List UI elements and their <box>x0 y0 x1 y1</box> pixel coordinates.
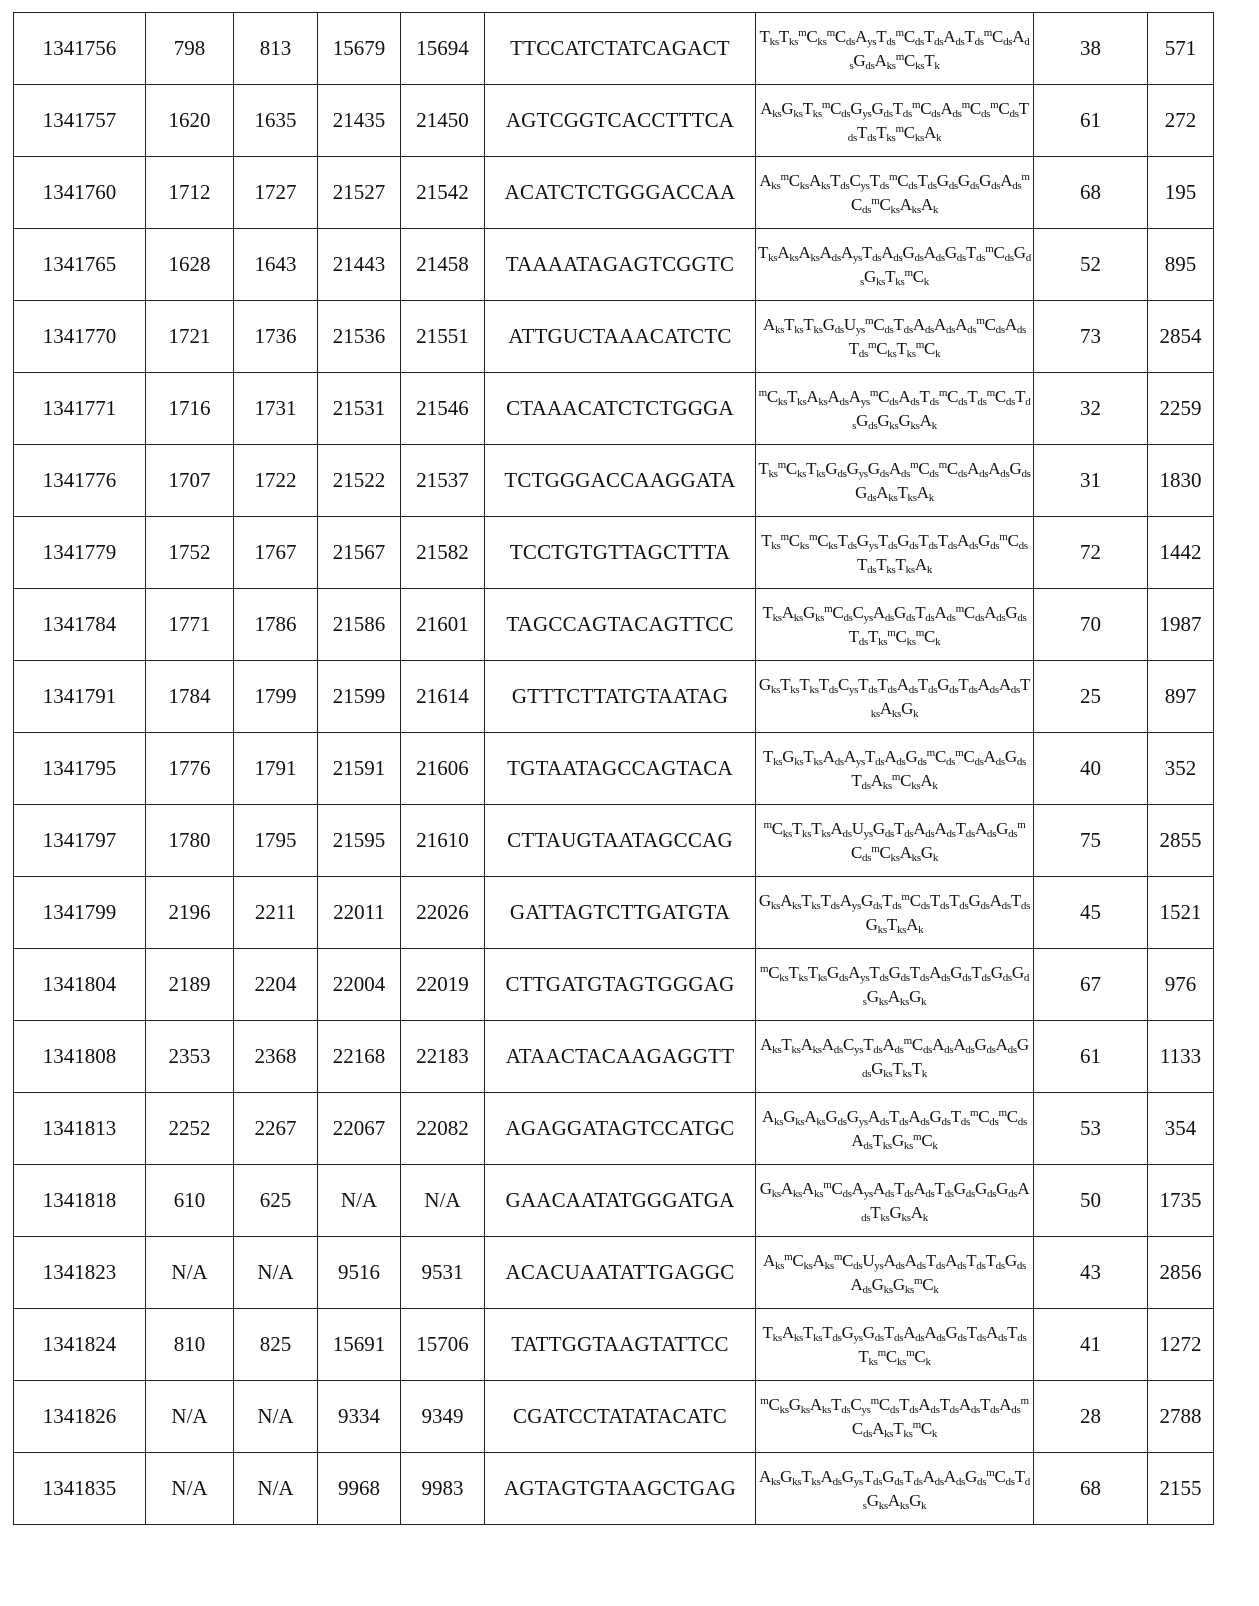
seq-id-cell: 1133 <box>1148 1021 1214 1093</box>
percent-reduction-cell: 50 <box>1034 1165 1148 1237</box>
seq-id-cell: 1987 <box>1148 589 1214 661</box>
seq-id-cell: 897 <box>1148 661 1214 733</box>
seq-id-cell: 354 <box>1148 1093 1214 1165</box>
sequence-cell: TGTAATAGCCAGTACA <box>485 733 756 805</box>
chemistry-notation-cell: $T_{ks}A_{ks}T_{ks}T_{ds}G_{ys}G_{ds}T_{ds}A_{ds}A_{ds}G_{ds}T_{ds}A_{ds}T_{ds}T_{ks}^mC_{ks}^mC_k$ <box>756 1309 1034 1381</box>
sequence-cell: GAACAATATGGGATGA <box>485 1165 756 1237</box>
chemistry-notation-cell: $^mC_{ks}T_{ks}T_{ks}A_{ds}U_{ys}G_{ds}T_{ds}A_{ds}A_{ds}T_{ds}A_{ds}G_{ds}^mC_{ds}^mC_{ks}A_{ks}G_k$ <box>756 805 1034 877</box>
seq2-stop-cell: 15694 <box>401 13 485 85</box>
compound-number-cell: 1341795 <box>14 733 146 805</box>
table-row <box>14 157 1214 229</box>
seq2-stop-cell: 9531 <box>401 1237 485 1309</box>
seq-id-cell: 2259 <box>1148 373 1214 445</box>
seq1-start-cell: 798 <box>146 13 234 85</box>
percent-reduction-cell: 31 <box>1034 445 1148 517</box>
compound-number-cell: 1341824 <box>14 1309 146 1381</box>
percent-reduction-cell: 52 <box>1034 229 1148 301</box>
seq2-stop-cell: 22026 <box>401 877 485 949</box>
table-row <box>14 1093 1214 1165</box>
sequence-cell: TCTGGGACCAAGGATA <box>485 445 756 517</box>
sequence-cell: CTTGATGTAGTGGGAG <box>485 949 756 1021</box>
chemistry-notation-cell: $G_{ks}A_{ks}A_{ks}^mC_{ds}A_{ys}A_{ds}T_{ds}A_{ds}T_{ds}G_{ds}G_{ds}G_{ds}A_{ds}T_{ks}G_{ks}A_k$ <box>756 1165 1034 1237</box>
seq2-start-cell: N/A <box>318 1165 401 1237</box>
seq2-stop-cell: 21450 <box>401 85 485 157</box>
compound-number-cell: 1341771 <box>14 373 146 445</box>
seq1-stop-cell: N/A <box>234 1381 318 1453</box>
seq2-stop-cell: 22019 <box>401 949 485 1021</box>
chemistry-notation-cell: $A_{ks}^mC_{ks}A_{ks}T_{ds}C_{ys}T_{ds}^mC_{ds}T_{ds}G_{ds}G_{ds}G_{ds}A_{ds}^mC_{ds}^mC_{ks}A_{ks}A_k$ <box>756 157 1034 229</box>
seq-id-cell: 195 <box>1148 157 1214 229</box>
seq1-start-cell: 1620 <box>146 85 234 157</box>
seq1-start-cell: 1776 <box>146 733 234 805</box>
chemistry-notation-cell: $G_{ks}A_{ks}T_{ks}T_{ds}A_{ys}G_{ds}T_{ds}^mC_{ds}T_{ds}T_{ds}G_{ds}A_{ds}T_{ds}G_{ks}T_{ks}A_k$ <box>756 877 1034 949</box>
seq2-stop-cell: 21582 <box>401 517 485 589</box>
table-row <box>14 1165 1214 1237</box>
table-row <box>14 1237 1214 1309</box>
seq1-start-cell: 1716 <box>146 373 234 445</box>
chemistry-notation-cell: $A_{ks}G_{ks}T_{ks}A_{ds}G_{ys}T_{ds}G_{ds}T_{ds}A_{ds}A_{ds}G_{ds}^mC_{ds}T_{ds}G_{ks}A_{ks}G_k$ <box>756 1453 1034 1525</box>
sequence-cell: AGTAGTGTAAGCTGAG <box>485 1453 756 1525</box>
sequence-cell: CTAAACATCTCTGGGA <box>485 373 756 445</box>
seq1-start-cell: 1784 <box>146 661 234 733</box>
seq1-stop-cell: 2211 <box>234 877 318 949</box>
seq2-stop-cell: 15706 <box>401 1309 485 1381</box>
sequence-cell: ATTGUCTAAACATCTC <box>485 301 756 373</box>
seq2-start-cell: 21531 <box>318 373 401 445</box>
seq-id-cell: 1735 <box>1148 1165 1214 1237</box>
seq1-start-cell: 1752 <box>146 517 234 589</box>
seq2-start-cell: 21435 <box>318 85 401 157</box>
compound-number-cell: 1341804 <box>14 949 146 1021</box>
chemistry-notation-cell: $A_{ks}T_{ks}A_{ks}A_{ds}C_{ys}T_{ds}A_{ds}^mC_{ds}A_{ds}A_{ds}G_{ds}A_{ds}G_{ds}G_{ks}T_{ks}T_k$ <box>756 1021 1034 1093</box>
seq1-stop-cell: 2204 <box>234 949 318 1021</box>
seq2-stop-cell: 22082 <box>401 1093 485 1165</box>
seq1-start-cell: 2353 <box>146 1021 234 1093</box>
chemistry-notation-cell: $T_{ks}^mC_{ks}T_{ks}G_{ds}G_{ys}G_{ds}A_{ds}^mC_{ds}^mC_{ds}A_{ds}A_{ds}G_{ds}G_{ds}A_{ks}T_{ks}A_k$ <box>756 445 1034 517</box>
chemistry-notation-cell: $A_{ks}T_{ks}T_{ks}G_{ds}U_{ys}^mC_{ds}T_{ds}A_{ds}A_{ds}A_{ds}^mC_{ds}A_{ds}T_{ds}^mC_{ks}T_{ks}^mC_k$ <box>756 301 1034 373</box>
percent-reduction-cell: 61 <box>1034 1021 1148 1093</box>
seq1-start-cell: 610 <box>146 1165 234 1237</box>
seq2-stop-cell: 9349 <box>401 1381 485 1453</box>
percent-reduction-cell: 45 <box>1034 877 1148 949</box>
seq2-start-cell: 21567 <box>318 517 401 589</box>
table-row <box>14 229 1214 301</box>
sequence-cell: CTTAUGTAATAGCCAG <box>485 805 756 877</box>
table-row <box>14 373 1214 445</box>
seq1-start-cell: 1780 <box>146 805 234 877</box>
seq2-start-cell: 15679 <box>318 13 401 85</box>
seq1-stop-cell: 1736 <box>234 301 318 373</box>
seq1-stop-cell: 1786 <box>234 589 318 661</box>
percent-reduction-cell: 41 <box>1034 1309 1148 1381</box>
compound-number-cell: 1341808 <box>14 1021 146 1093</box>
compound-number-cell: 1341779 <box>14 517 146 589</box>
seq2-start-cell: 22168 <box>318 1021 401 1093</box>
table-row <box>14 13 1214 85</box>
compound-number-cell: 1341813 <box>14 1093 146 1165</box>
seq-id-cell: 571 <box>1148 13 1214 85</box>
seq-id-cell: 1442 <box>1148 517 1214 589</box>
table-row <box>14 589 1214 661</box>
percent-reduction-cell: 28 <box>1034 1381 1148 1453</box>
sequence-cell: AGAGGATAGTCCATGC <box>485 1093 756 1165</box>
sequence-cell: CGATCCTATATACATC <box>485 1381 756 1453</box>
compound-number-cell: 1341756 <box>14 13 146 85</box>
seq2-start-cell: 22011 <box>318 877 401 949</box>
seq2-start-cell: 15691 <box>318 1309 401 1381</box>
seq-id-cell: 2854 <box>1148 301 1214 373</box>
sequence-cell: TTCCATCTATCAGACT <box>485 13 756 85</box>
percent-reduction-cell: 53 <box>1034 1093 1148 1165</box>
table-row <box>14 877 1214 949</box>
seq1-stop-cell: 1731 <box>234 373 318 445</box>
seq2-start-cell: 21586 <box>318 589 401 661</box>
seq2-start-cell: 9516 <box>318 1237 401 1309</box>
seq-id-cell: 2855 <box>1148 805 1214 877</box>
seq2-start-cell: 21591 <box>318 733 401 805</box>
compound-number-cell: 1341776 <box>14 445 146 517</box>
table-row <box>14 805 1214 877</box>
compound-number-cell: 1341760 <box>14 157 146 229</box>
seq1-start-cell: 1771 <box>146 589 234 661</box>
seq-id-cell: 272 <box>1148 85 1214 157</box>
chemistry-notation-cell: $T_{ks}^mC_{ks}^mC_{ks}T_{ds}G_{ys}T_{ds}G_{ds}T_{ds}T_{ds}A_{ds}G_{ds}^mC_{ds}T_{ds}T_{ks}T_{ks}A_k$ <box>756 517 1034 589</box>
chemistry-notation-cell: $^mC_{ks}T_{ks}A_{ks}A_{ds}A_{ys}^mC_{ds}A_{ds}T_{ds}^mC_{ds}T_{ds}^mC_{ds}T_{ds}G_{ds}G_{ks}G_{ks}A_k$ <box>756 373 1034 445</box>
compound-number-cell: 1341784 <box>14 589 146 661</box>
table-row <box>14 1381 1214 1453</box>
compound-number-cell: 1341770 <box>14 301 146 373</box>
seq-id-cell: 2788 <box>1148 1381 1214 1453</box>
chemistry-notation-cell: $^mC_{ks}G_{ks}A_{ks}T_{ds}C_{ys}^mC_{ds}T_{ds}A_{ds}T_{ds}A_{ds}T_{ds}A_{ds}^mC_{ds}A_{ks}T_{ks}^mC_k$ <box>756 1381 1034 1453</box>
oligo-data-table <box>13 12 1214 1525</box>
seq1-start-cell: 2252 <box>146 1093 234 1165</box>
compound-number-cell: 1341799 <box>14 877 146 949</box>
seq1-stop-cell: 1635 <box>234 85 318 157</box>
seq2-stop-cell: 21458 <box>401 229 485 301</box>
compound-number-cell: 1341765 <box>14 229 146 301</box>
seq2-start-cell: 21599 <box>318 661 401 733</box>
seq2-stop-cell: 21542 <box>401 157 485 229</box>
table-row <box>14 445 1214 517</box>
table-row <box>14 517 1214 589</box>
seq2-stop-cell: N/A <box>401 1165 485 1237</box>
percent-reduction-cell: 72 <box>1034 517 1148 589</box>
seq2-start-cell: 21527 <box>318 157 401 229</box>
seq1-start-cell: 2196 <box>146 877 234 949</box>
seq-id-cell: 1830 <box>1148 445 1214 517</box>
seq2-stop-cell: 21601 <box>401 589 485 661</box>
seq1-stop-cell: 1767 <box>234 517 318 589</box>
seq1-start-cell: 2189 <box>146 949 234 1021</box>
seq2-stop-cell: 21606 <box>401 733 485 805</box>
compound-number-cell: 1341757 <box>14 85 146 157</box>
table-row <box>14 733 1214 805</box>
chemistry-notation-cell: $T_{ks}G_{ks}T_{ks}A_{ds}A_{ys}T_{ds}A_{ds}G_{ds}^mC_{ds}^mC_{ds}A_{ds}G_{ds}T_{ds}A_{ks}^mC_{ks}A_k$ <box>756 733 1034 805</box>
chemistry-notation-cell: $A_{ks}G_{ks}A_{ks}G_{ds}G_{ys}A_{ds}T_{ds}A_{ds}G_{ds}T_{ds}^mC_{ds}^mC_{ds}A_{ds}T_{ks}G_{ks}^mC_k$ <box>756 1093 1034 1165</box>
seq2-start-cell: 22004 <box>318 949 401 1021</box>
seq-id-cell: 1521 <box>1148 877 1214 949</box>
chemistry-notation-cell: $G_{ks}T_{ks}T_{ks}T_{ds}C_{ys}T_{ds}T_{ds}A_{ds}T_{ds}G_{ds}T_{ds}A_{ds}A_{ds}T_{ks}A_{ks}G_k$ <box>756 661 1034 733</box>
seq2-stop-cell: 21610 <box>401 805 485 877</box>
sequence-cell: ACACUAATATTGAGGC <box>485 1237 756 1309</box>
seq-id-cell: 2155 <box>1148 1453 1214 1525</box>
seq1-stop-cell: N/A <box>234 1453 318 1525</box>
compound-number-cell: 1341791 <box>14 661 146 733</box>
table-row <box>14 949 1214 1021</box>
sequence-cell: TAAAATAGAGTCGGTC <box>485 229 756 301</box>
seq1-stop-cell: 2267 <box>234 1093 318 1165</box>
chemistry-notation-cell: $A_{ks}^mC_{ks}A_{ks}^mC_{ds}U_{ys}A_{ds}A_{ds}T_{ds}A_{ds}T_{ds}T_{ds}G_{ds}A_{ds}G_{ks}G_{ks}^mC_k$ <box>756 1237 1034 1309</box>
sequence-cell: TATTGGTAAGTATTCC <box>485 1309 756 1381</box>
seq2-stop-cell: 21614 <box>401 661 485 733</box>
compound-number-cell: 1341823 <box>14 1237 146 1309</box>
table-row <box>14 1453 1214 1525</box>
table-row <box>14 661 1214 733</box>
sequence-cell: ACATCTCTGGGACCAA <box>485 157 756 229</box>
seq1-stop-cell: 1795 <box>234 805 318 877</box>
sequence-cell: GATTAGTCTTGATGTA <box>485 877 756 949</box>
compound-number-cell: 1341826 <box>14 1381 146 1453</box>
seq1-start-cell: 810 <box>146 1309 234 1381</box>
seq1-start-cell: 1721 <box>146 301 234 373</box>
seq2-start-cell: 9968 <box>318 1453 401 1525</box>
seq2-start-cell: 21443 <box>318 229 401 301</box>
seq1-start-cell: N/A <box>146 1453 234 1525</box>
seq-id-cell: 895 <box>1148 229 1214 301</box>
seq1-start-cell: N/A <box>146 1237 234 1309</box>
sequence-cell: TAGCCAGTACAGTTCC <box>485 589 756 661</box>
seq1-stop-cell: 2368 <box>234 1021 318 1093</box>
seq1-start-cell: 1707 <box>146 445 234 517</box>
seq2-stop-cell: 21537 <box>401 445 485 517</box>
seq2-stop-cell: 9983 <box>401 1453 485 1525</box>
table-row <box>14 1309 1214 1381</box>
compound-number-cell: 1341835 <box>14 1453 146 1525</box>
table-row <box>14 85 1214 157</box>
seq-id-cell: 976 <box>1148 949 1214 1021</box>
chemistry-notation-cell: $^mC_{ks}T_{ks}T_{ks}G_{ds}A_{ys}T_{ds}G_{ds}T_{ds}A_{ds}G_{ds}T_{ds}G_{ds}G_{ds}G_{ks}A_{ks}G_k$ <box>756 949 1034 1021</box>
seq1-start-cell: N/A <box>146 1381 234 1453</box>
percent-reduction-cell: 68 <box>1034 1453 1148 1525</box>
seq1-stop-cell: 813 <box>234 13 318 85</box>
seq1-stop-cell: 825 <box>234 1309 318 1381</box>
seq2-start-cell: 21595 <box>318 805 401 877</box>
percent-reduction-cell: 75 <box>1034 805 1148 877</box>
seq1-stop-cell: N/A <box>234 1237 318 1309</box>
seq1-start-cell: 1712 <box>146 157 234 229</box>
compound-number-cell: 1341797 <box>14 805 146 877</box>
sequence-cell: ATAACTACAAGAGGTT <box>485 1021 756 1093</box>
seq-id-cell: 352 <box>1148 733 1214 805</box>
percent-reduction-cell: 43 <box>1034 1237 1148 1309</box>
percent-reduction-cell: 38 <box>1034 13 1148 85</box>
sequence-cell: TCCTGTGTTAGCTTTA <box>485 517 756 589</box>
seq1-stop-cell: 1727 <box>234 157 318 229</box>
percent-reduction-cell: 40 <box>1034 733 1148 805</box>
percent-reduction-cell: 73 <box>1034 301 1148 373</box>
seq2-start-cell: 21536 <box>318 301 401 373</box>
seq1-stop-cell: 625 <box>234 1165 318 1237</box>
table-row <box>14 301 1214 373</box>
seq2-stop-cell: 21546 <box>401 373 485 445</box>
seq-id-cell: 1272 <box>1148 1309 1214 1381</box>
seq-id-cell: 2856 <box>1148 1237 1214 1309</box>
compound-number-cell: 1341818 <box>14 1165 146 1237</box>
percent-reduction-cell: 61 <box>1034 85 1148 157</box>
seq1-stop-cell: 1791 <box>234 733 318 805</box>
seq1-start-cell: 1628 <box>146 229 234 301</box>
percent-reduction-cell: 68 <box>1034 157 1148 229</box>
seq1-stop-cell: 1799 <box>234 661 318 733</box>
seq2-stop-cell: 21551 <box>401 301 485 373</box>
percent-reduction-cell: 25 <box>1034 661 1148 733</box>
seq1-stop-cell: 1722 <box>234 445 318 517</box>
chemistry-notation-cell: $A_{ks}G_{ks}T_{ks}^mC_{ds}G_{ys}G_{ds}T_{ds}^mC_{ds}A_{ds}^mC_{ds}^mC_{ds}T_{ds}T_{ds}T_{ks}^mC_{ks}A_k$ <box>756 85 1034 157</box>
sequence-cell: AGTCGGTCACCTTTCA <box>485 85 756 157</box>
sequence-cell: GTTTCTTATGTAATAG <box>485 661 756 733</box>
chemistry-notation-cell: $T_{ks}A_{ks}A_{ks}A_{ds}A_{ys}T_{ds}A_{ds}G_{ds}A_{ds}G_{ds}T_{ds}^mC_{ds}G_{ds}G_{ks}T_{ks}^mC_k$ <box>756 229 1034 301</box>
chemistry-notation-cell: $T_{ks}A_{ks}G_{ks}^mC_{ds}C_{ys}A_{ds}G_{ds}T_{ds}A_{ds}^mC_{ds}A_{ds}G_{ds}T_{ds}T_{ks}^mC_{ks}^mC_k$ <box>756 589 1034 661</box>
seq2-start-cell: 9334 <box>318 1381 401 1453</box>
percent-reduction-cell: 32 <box>1034 373 1148 445</box>
seq1-stop-cell: 1643 <box>234 229 318 301</box>
seq2-start-cell: 22067 <box>318 1093 401 1165</box>
chemistry-notation-cell: $T_{ks}T_{ks}^mC_{ks}^mC_{ds}A_{ys}T_{ds}^mC_{ds}T_{ds}A_{ds}T_{ds}^mC_{ds}A_{ds}G_{ds}A_{ks}^mC_{ks}T_k$ <box>756 13 1034 85</box>
table-body <box>14 13 1214 1525</box>
seq2-stop-cell: 22183 <box>401 1021 485 1093</box>
seq2-start-cell: 21522 <box>318 445 401 517</box>
percent-reduction-cell: 67 <box>1034 949 1148 1021</box>
percent-reduction-cell: 70 <box>1034 589 1148 661</box>
table-row <box>14 1021 1214 1093</box>
